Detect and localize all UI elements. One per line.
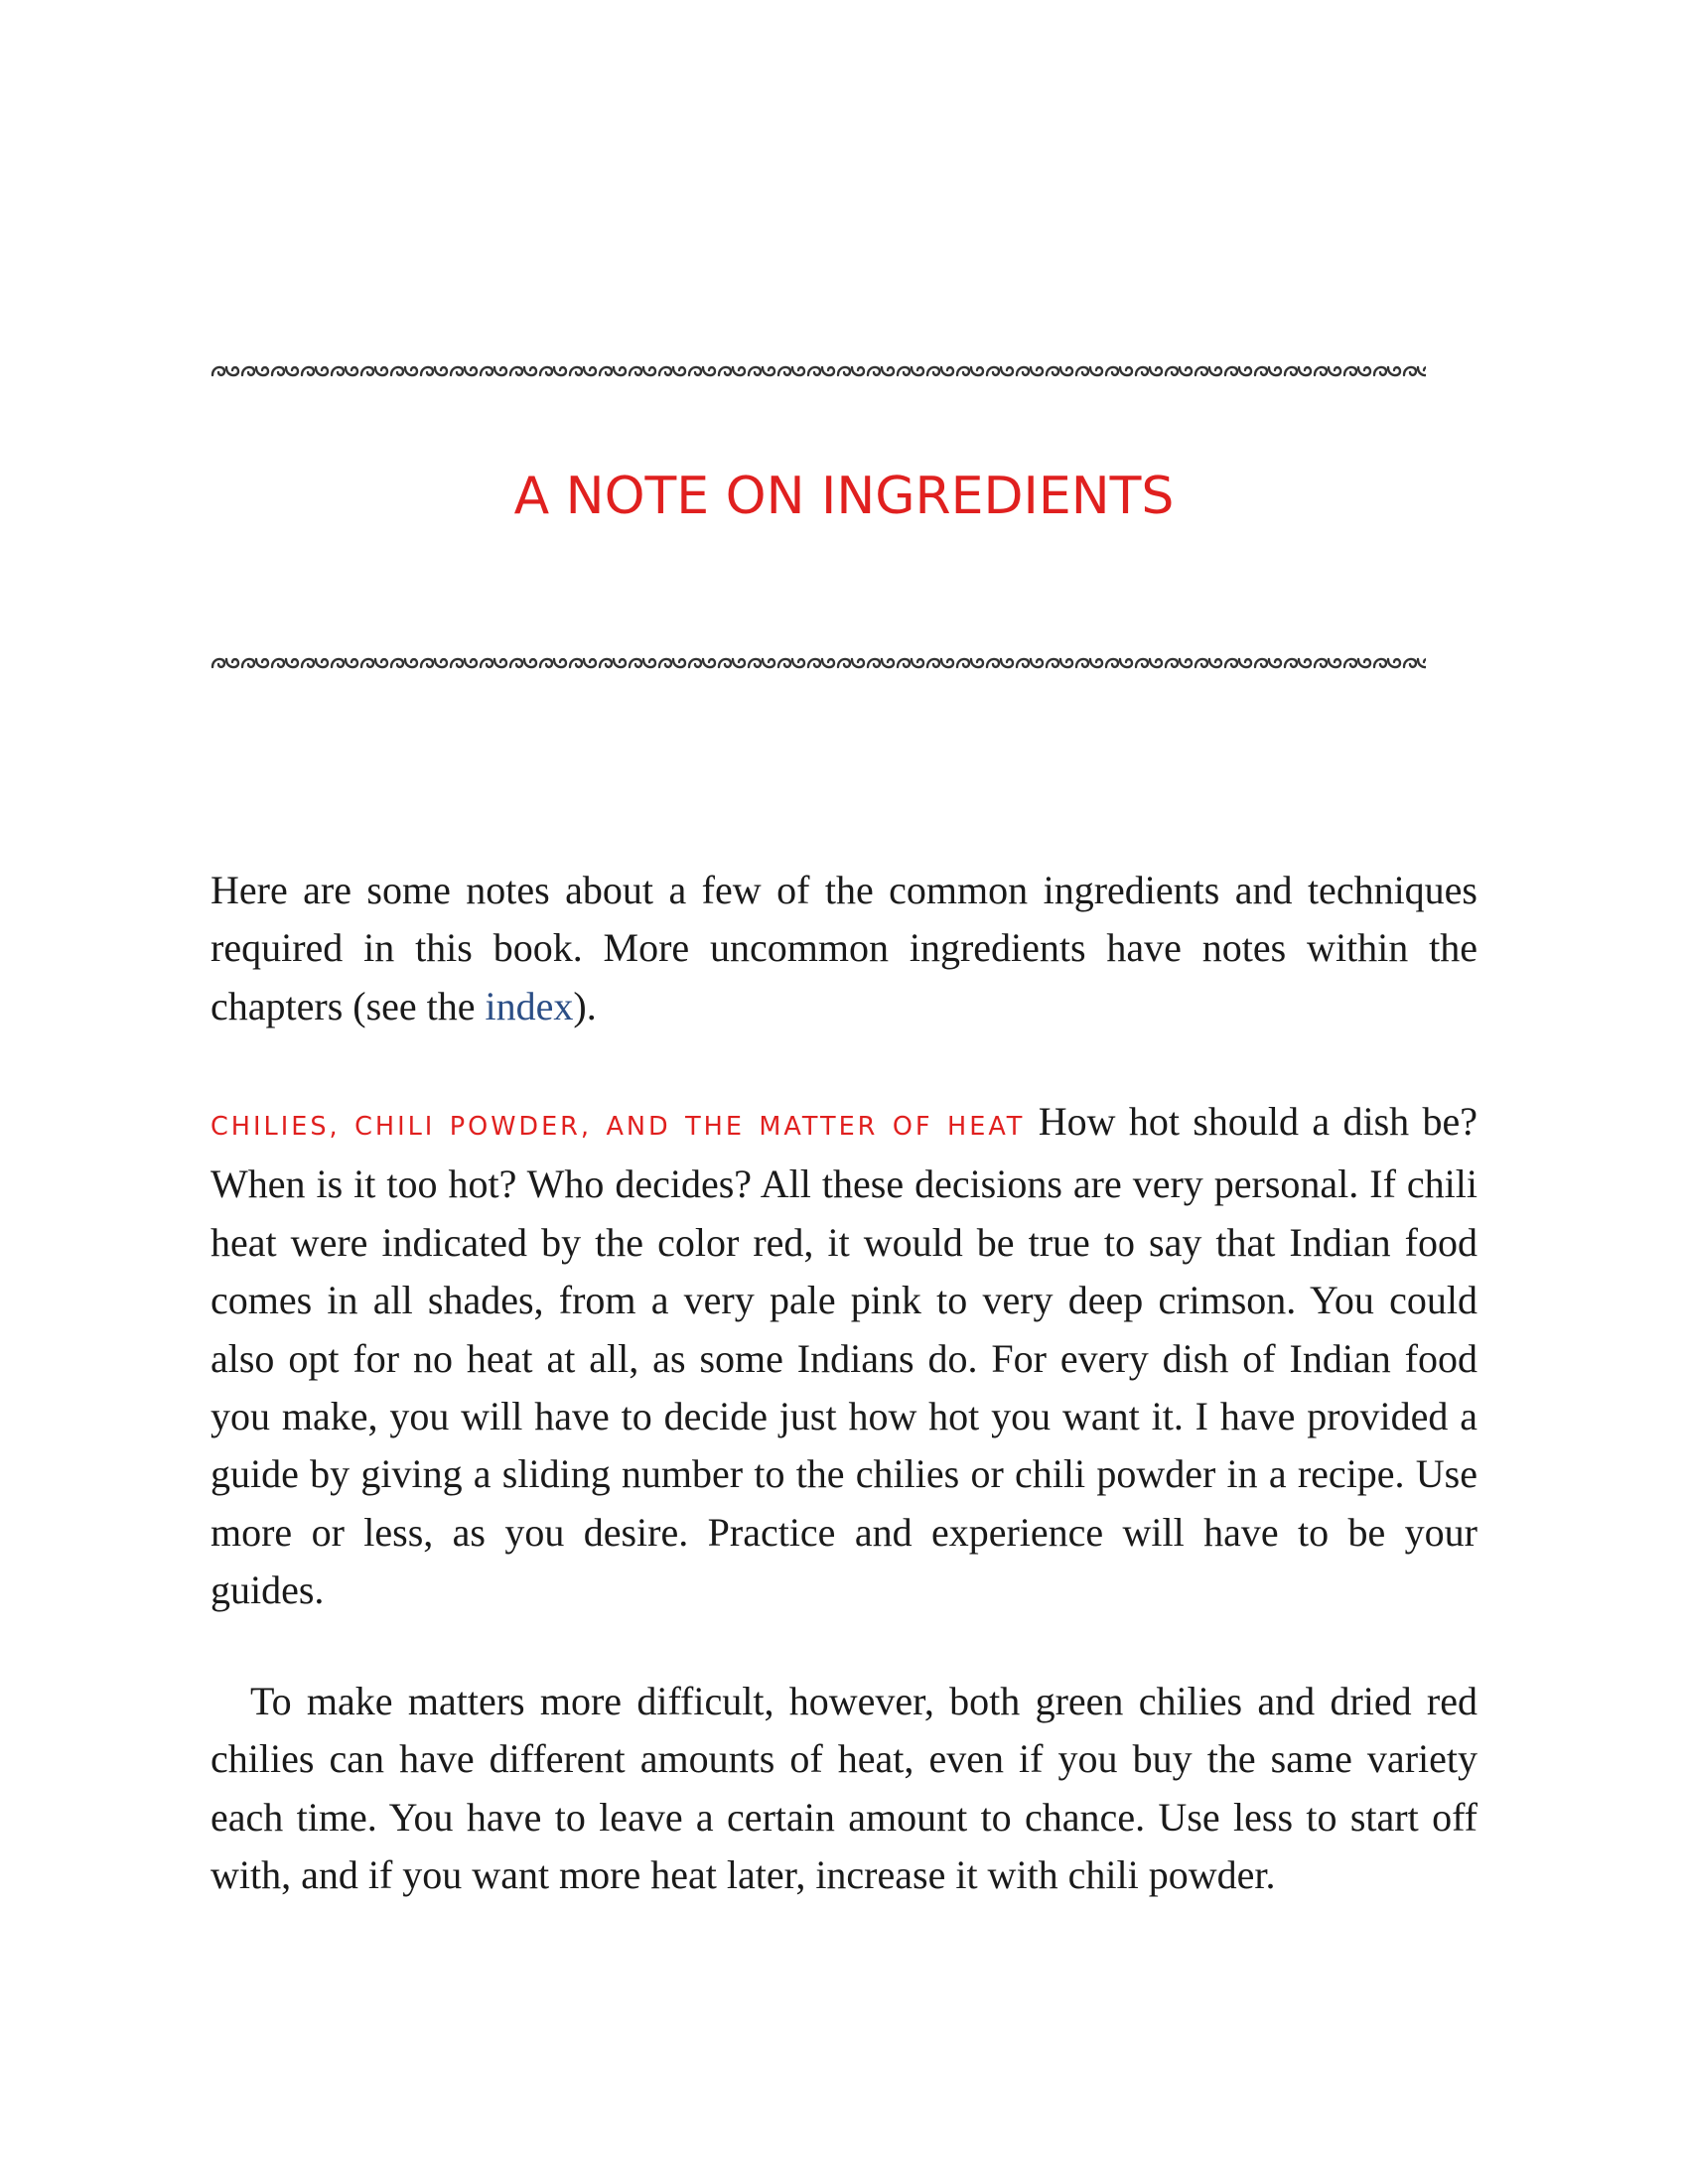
section-heading-chilies: CHILIES, CHILI POWDER, AND THE MATTER OF HEAT <box>211 1112 1026 1142</box>
difficult-text: To make matters more difficult, however, both green chilies and dried red chilies can have different amounts of heat, even if you buy the same variety each time. You have to leave a certain amount to chance. Use less to start off with, and if you want more heat later, increase it with chili powder. <box>211 1679 1477 1898</box>
intro-text: Here are some notes about a few of the common ingredients and techniques required in this book. More uncommon ingredients have notes within the chapters (see the <box>211 868 1477 1028</box>
ornament-divider-top <box>211 359 1426 383</box>
scroll-ornament-icon <box>211 651 1426 675</box>
index-link[interactable]: index <box>485 983 574 1028</box>
intro-text-end: ). <box>573 983 597 1028</box>
chilies-text: How hot should a dish be? When is it too hot? Who decides? All these decisions are very personal. If chili heat were indicated by the color red, it would be true to say that Indian food comes in all shades, from a very pale pink to very deep crimson. You could also opt for no heat at all, as some Indians do. For every dish of Indian food you make, you will have to decide just how hot you want it. I have provided a guide by giving a sliding number to the chilies or chili powder in a recipe. Use more or less, as you desire. Practice and experience will have to be your guides. <box>211 1099 1477 1613</box>
chilies-paragraph <box>211 1093 1477 1620</box>
intro-paragraph <box>211 862 1477 1035</box>
difficult-paragraph <box>211 1673 1477 1905</box>
scroll-ornament-icon <box>211 359 1426 383</box>
ornament-divider-bottom <box>211 651 1426 675</box>
page-title: A NOTE ON INGREDIENTS <box>513 467 1175 526</box>
